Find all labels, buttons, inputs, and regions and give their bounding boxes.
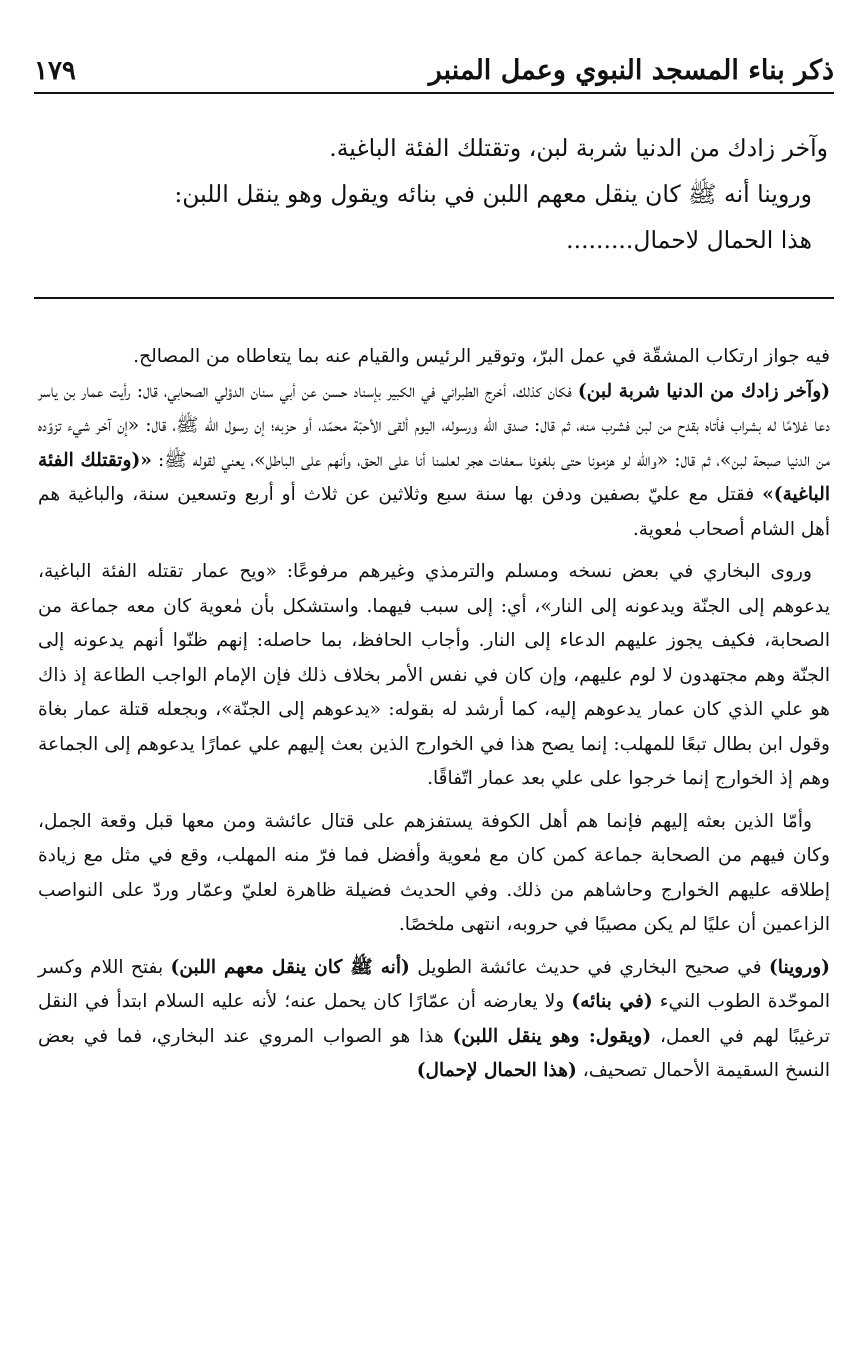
commentary-text: بفتح اللام وكسر الموحّدة الطوب النيء	[38, 956, 830, 1012]
running-title: ذكر بناء المسجد النبوي وعمل المنبر	[428, 55, 834, 86]
quoted-phrase: (هذا الحمال لإحمال)	[416, 1060, 577, 1081]
commentary-text: ولا يعارضه أن عمّارًا كان يحمل عنه؛ لأنه عليه السلام ابتدأ في النقل ترغيبًا لهم في العمل،	[38, 991, 830, 1047]
commentary-text: فيه جواز ارتكاب المشقّة في عمل البرّ، وتوقير الرئيس والقيام عنه بما يتعاطاه من المصالح.	[133, 346, 830, 367]
main-text-line: وآخر زادك من الدنيا شربة لبن، وتقتلك الفئة الباغية.	[329, 134, 828, 162]
page-number: ١٧٩	[34, 56, 76, 86]
commentary-paragraph: وأمّا الذين بعثه إليهم فإنما هم أهل الكوفة يستفزهم على قتال عائشة ومن معها قبل وقعة الجمل، وكان فيهم من الصحابة جماعة كمن كان مع مٰعوية وأفضل فما فرّ منه المهلب، وقع في مثل مع زيادة إطلاقه عليهم الخوارج وحاشاهم من ذلك. وفي الحديث فضيلة ظاهرة لعليّ وعمّار وردّ على النواصب الزاعمين أن عليًا لم يكن مصيبًا في حروبه، انتهى ملخصًا.	[38, 810, 830, 935]
commentary	[38, 340, 830, 1089]
running-header	[34, 44, 834, 94]
commentary-text: في صحيح البخاري في حديث عائشة الطويل	[409, 956, 769, 978]
quoted-phrase: (في بنائه)	[571, 991, 653, 1012]
commentary-paragraph	[38, 340, 830, 547]
quoted-phrase: «(وتقتلك الفئة الباغية)»	[38, 449, 830, 505]
quoted-phrase: (وآخر زادك من الدنيا شربة لبن)	[577, 380, 830, 402]
quoted-phrase: (أنه ﷺ كان ينقل معهم اللبن)	[170, 956, 410, 978]
quoted-phrase: (ويقول: وهو ينقل اللبن)	[452, 1025, 652, 1047]
commentary-paragraph: وروى البخاري في بعض نسخه ومسلم والترمذي وغيرهم مرفوعًا: «ويح عمار تقتله الفئة الباغية، يدعوهم إلى الجنّة ويدعونه إلى النار»، أي: إلى سبب فيهما. واستشكل بأن مٰعوية كان معه جماعة من الصحابة، فكيف يجوز عليهم الدعاء إلى النار. وأجاب الحافظ، بما حاصله: إنهم ظنّوا أنهم يدعونه إلى الجنّة وهم مجتهدون لا لوم عليهم، وإن كان في نفس الأمر بخلاف ذلك فإن الإمام الواجب الطاعة إذ ذاك هو علي الذي كان عمار يدعوهم إليه، كما أرشد له بقوله: «يدعوهم إلى الجنّة»، وبجعله قتلة عمار بغاة وقول ابن بطال تبعًا للمهلب: إنما يصح هذا في الخوارج الذين بعث إليهم علي عمارًا يدعوهم إلى الجماعة وهم إذ الخوارج إنما خرجوا على علي بعد عمار اتّفاقًا.	[38, 561, 830, 789]
quoted-phrase: (وروينا)	[769, 956, 830, 978]
commentary-text: فكان كذلك، أخرج الطبراني في الكبير بإسناد حسن عن أبي سنان الدؤلي الصحابي، قال: رأيت عمار بن ياسر دعا غلامًا له بشراب فأتاه بقدح من لبن فشرب منه، ثم قال: صدق اللّٰه ورسوله، اليوم ألقى الأحبّة محمّد، أو حزبه؛ إن رسول اللّٰه ﷺ، قال: «إن آخر شيء تزوّده من الدنيا صبحة لبن»، ثم قال: «واللّٰه لو هزمونا حتى بلغونا سعفات هجر لعلمنا أنا على الحق، وأنهم على الباطل»، يعني لقوله ﷺ:	[38, 380, 830, 471]
commentary-text: فقتل مع عليّ بصفين ودفن بها سنة سبع وثلاثين عن ثلاث أو أربع وتسعين سنة، والباغية هم أهل الشام أصحاب مٰعوية.	[38, 484, 830, 540]
commentary-text: هذا هو الصواب المروي عند البخاري، فما في بعض النسخ السقيمة الأحمال تصحيف،	[38, 1025, 830, 1081]
main-text	[40, 125, 828, 263]
separator-rule	[34, 297, 834, 299]
commentary-paragraph	[38, 951, 830, 1089]
main-text-line: وروينا أنه ﷺ كان ينقل معهم اللبن في بنائه ويقول وهو ينقل اللبن:	[174, 180, 812, 208]
main-text-line: هذا الحمال لاحمال.........	[566, 226, 812, 254]
